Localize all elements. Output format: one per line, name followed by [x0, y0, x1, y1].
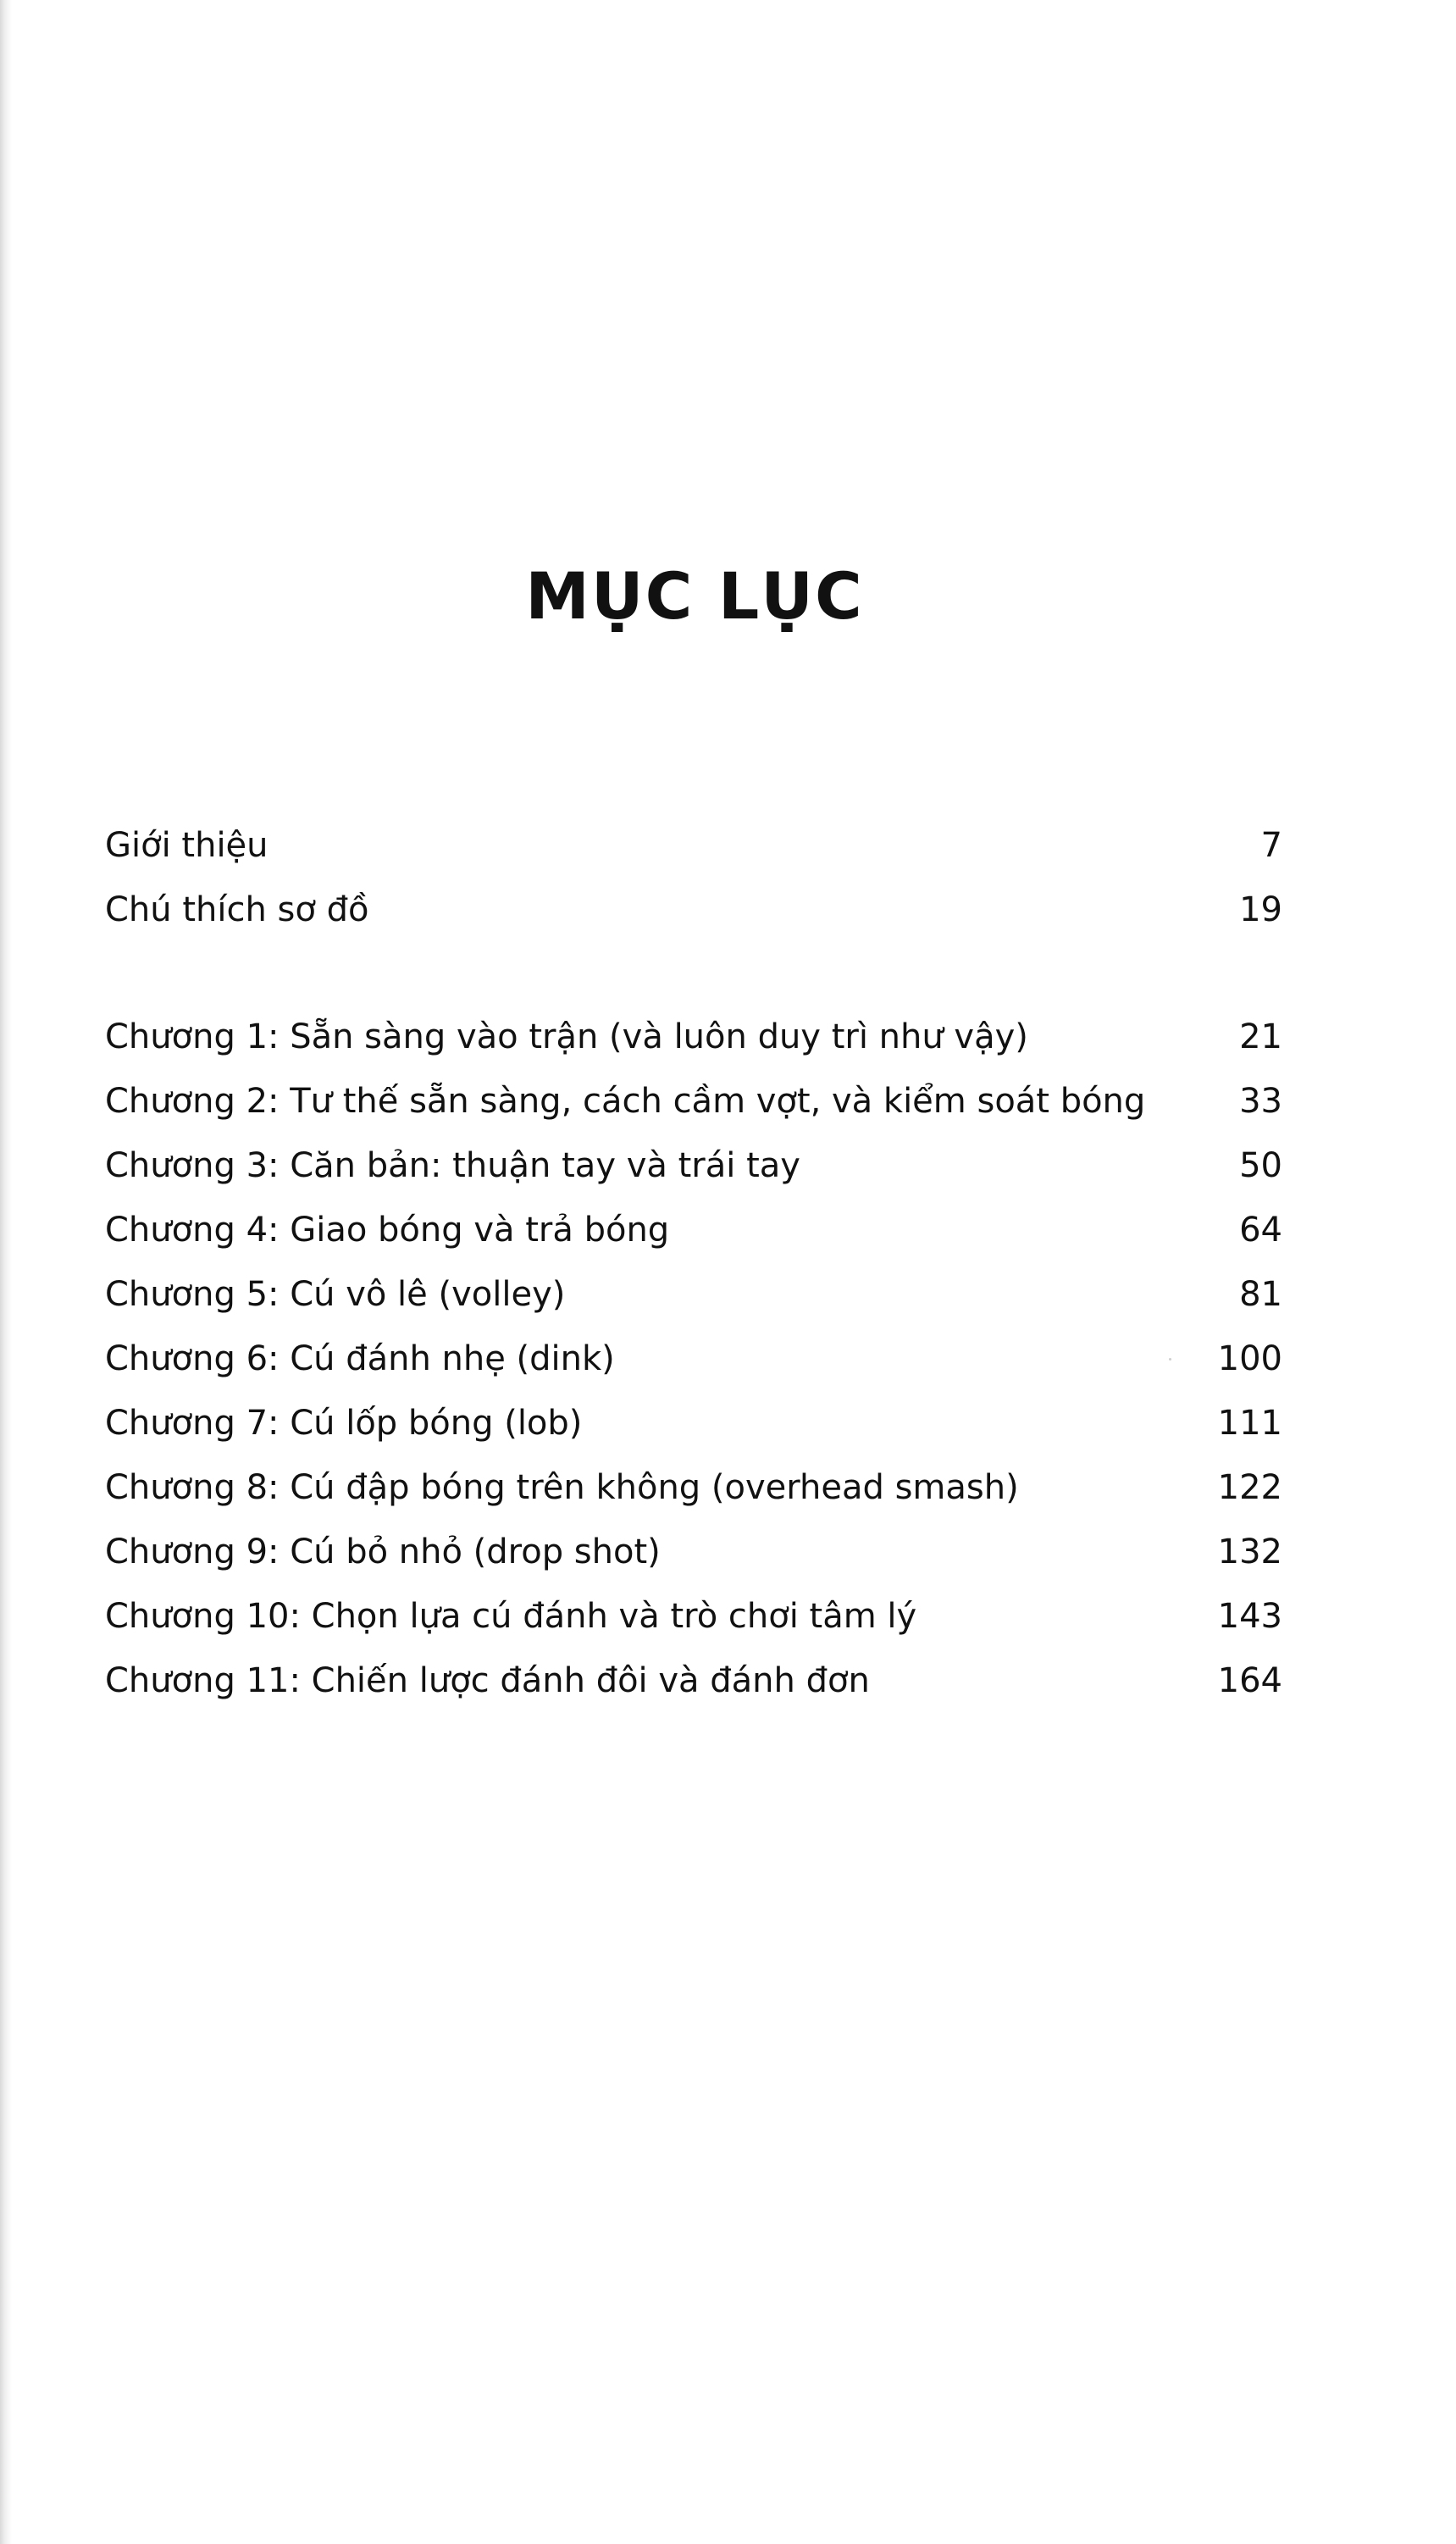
toc-entry-page: 132	[1217, 1532, 1282, 1571]
toc-entry-label: Chương 2: Tư thế sẵn sàng, cách cầm vợt, và kiểm soát bóng	[105, 1082, 1146, 1121]
toc-entry-chapter-11[interactable]	[105, 1649, 1282, 1713]
chapter-list	[105, 1005, 1282, 1713]
toc-entry-label: Chương 4: Giao bóng và trả bóng	[105, 1211, 670, 1250]
toc-entry-page: 122	[1217, 1468, 1282, 1507]
toc-entry-label: Chú thích sơ đồ	[105, 890, 369, 929]
toc-entry-chapter-1[interactable]	[105, 1005, 1282, 1069]
front-matter-list	[105, 813, 1282, 942]
toc-entry-chapter-10[interactable]	[105, 1584, 1282, 1649]
toc-entry-page: 143	[1217, 1597, 1282, 1636]
toc-entry-chapter-3[interactable]	[105, 1133, 1282, 1198]
page-edge-shadow	[0, 0, 12, 2544]
toc-entry-page: 19	[1239, 890, 1282, 929]
paper-speck	[1169, 1358, 1171, 1361]
toc-entry-page: 111	[1217, 1404, 1282, 1443]
toc-entry-chapter-7[interactable]	[105, 1391, 1282, 1455]
toc-entry-page: 64	[1239, 1211, 1282, 1250]
toc-entry-chapter-5[interactable]	[105, 1262, 1282, 1327]
toc-entry-chapter-2[interactable]	[105, 1069, 1282, 1133]
toc-entry-chapter-8[interactable]	[105, 1455, 1282, 1520]
toc-entry-label: Chương 7: Cú lốp bóng (lob)	[105, 1404, 583, 1443]
toc-entry-chapter-9[interactable]	[105, 1520, 1282, 1584]
toc-entry-label: Chương 11: Chiến lược đánh đôi và đánh đơn	[105, 1661, 870, 1700]
toc-entry-label: Chương 9: Cú bỏ nhỏ (drop shot)	[105, 1532, 661, 1571]
toc-entry-diagram-legend[interactable]	[105, 878, 1282, 942]
toc-entry-page: 33	[1239, 1082, 1282, 1121]
toc-entry-label: Chương 10: Chọn lựa cú đánh và trò chơi tâm lý	[105, 1597, 917, 1636]
toc-entry-page: 7	[1260, 826, 1282, 865]
toc-entry-page: 164	[1217, 1661, 1282, 1700]
toc-entry-label: Giới thiệu	[105, 826, 269, 865]
toc-entry-label: Chương 8: Cú đập bóng trên không (overhead smash)	[105, 1468, 1019, 1507]
toc-entry-chapter-4[interactable]	[105, 1198, 1282, 1262]
toc-entry-label: Chương 1: Sẵn sàng vào trận (và luôn duy trì như vậy)	[105, 1017, 1028, 1056]
toc-entry-chapter-6[interactable]	[105, 1327, 1282, 1391]
toc-entry-page: 100	[1217, 1339, 1282, 1378]
toc-entry-introduction[interactable]	[105, 813, 1282, 878]
toc-entry-page: 50	[1239, 1146, 1282, 1185]
toc-entry-label: Chương 6: Cú đánh nhẹ (dink)	[105, 1339, 615, 1378]
table-of-contents	[105, 813, 1282, 1713]
toc-entry-label: Chương 3: Căn bản: thuận tay và trái tay	[105, 1146, 800, 1185]
toc-entry-page: 21	[1239, 1017, 1282, 1056]
toc-entry-page: 81	[1239, 1275, 1282, 1314]
toc-entry-label: Chương 5: Cú vô lê (volley)	[105, 1275, 566, 1314]
page-title: MỤC LỤC	[525, 557, 864, 634]
